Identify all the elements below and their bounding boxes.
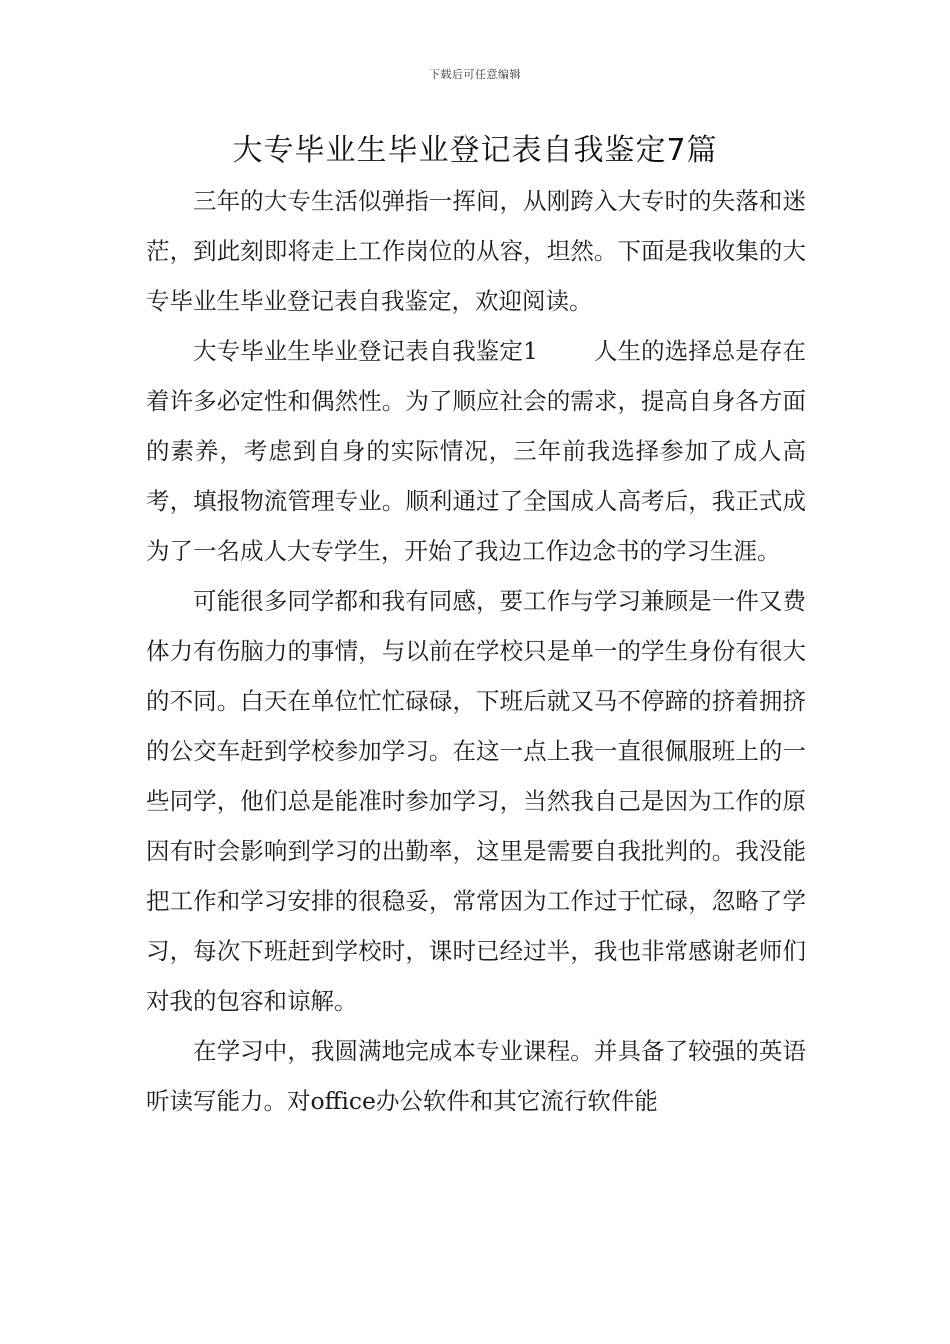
section-heading: 大专毕业生毕业登记表自我鉴定1 <box>193 337 538 365</box>
header-note: 下载后可任意编辑 <box>429 68 521 81</box>
section-text: 人生的选择总是存在着许多必定性和偶然性。为了顺应社会的需求，提高自身各方面的素养，考虑到自身的实际情况，三年前我选择参加了成人高考，填报物流管理专业。顺利通过了全国成人高考后，我正式成为了一名成人大专学生，开始了我边工作边念书的学习生涯。 <box>146 337 807 565</box>
document-body <box>146 176 806 1126</box>
paragraph-work-study: 可能很多同学都和我有同感，要工作与学习兼顾是一件又费体力有伤脑力的事情，与以前在学校只是单一的学生身份有很大的不同。白天在单位忙忙碌碌，下班后就又马不停蹄的挤着拥挤的公交车赶到学校参加学习。在这一点上我一直很佩服班上的一些同学，他们总是能准时参加学习，当然我自己是因为工作的原因有时会影响到学习的出勤率，这里是需要自我批判的。我没能把工作和学习安排的很稳妥，常常因为工作过于忙碌，忽略了学习，每次下班赶到学校时，课时已经过半，我也非常感谢老师们对我的包容和谅解。 <box>146 587 806 1015</box>
document-title: 大专毕业生毕业登记表自我鉴定7篇 <box>232 133 718 168</box>
paragraph-study: 在学习中，我圆满地完成本专业课程。并具备了较强的英语听读写能力。对office办公软件和其它流行软件能 <box>146 1037 806 1115</box>
paragraph-section-1 <box>146 326 806 576</box>
paragraph-intro: 三年的大专生活似弹指一挥间，从刚跨入大专时的失落和迷茫，到此刻即将走上工作岗位的从容，坦然。下面是我收集的大专毕业生毕业登记表自我鉴定，欢迎阅读。 <box>146 187 806 315</box>
